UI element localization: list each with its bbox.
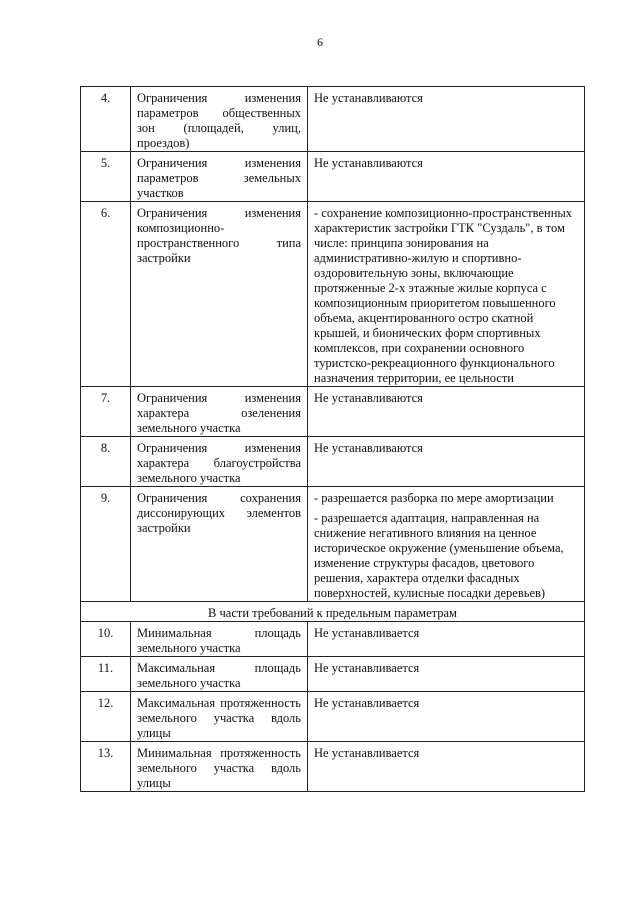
row-value — [308, 202, 585, 387]
row-value-paragraph: Не устанавливаются — [314, 91, 423, 105]
row-value-paragraph: Не устанавливаются — [314, 391, 423, 405]
table-row — [81, 202, 585, 387]
table-row — [81, 437, 585, 487]
row-value-paragraph: Не устанавливаются — [314, 441, 423, 455]
row-value-paragraph: Не устанавливается — [314, 626, 420, 640]
row-value — [308, 87, 585, 152]
row-value — [308, 692, 585, 742]
table-row — [81, 742, 585, 792]
requirements-table — [80, 86, 585, 792]
row-value — [308, 437, 585, 487]
row-value — [308, 487, 585, 602]
row-parameter: Ограничения изменения характера благоустройства земельного участка — [131, 437, 308, 487]
page-number: 6 — [317, 35, 323, 49]
row-number: 13. — [81, 742, 131, 792]
row-number: 5. — [81, 152, 131, 202]
row-value-paragraph: Не устанавливается — [314, 696, 420, 710]
table-row — [81, 657, 585, 692]
table-row — [81, 622, 585, 657]
row-parameter: Максимальная протяженность земельного участка вдоль улицы — [131, 692, 308, 742]
row-parameter: Ограничения изменения параметров общественных зон (площадей, улиц, проездов) — [131, 87, 308, 152]
table-row — [81, 692, 585, 742]
row-parameter: Минимальная площадь земельного участка — [131, 622, 308, 657]
row-number: 12. — [81, 692, 131, 742]
row-number: 7. — [81, 387, 131, 437]
table-row — [81, 152, 585, 202]
row-value-paragraph: Не устанавливаются — [314, 156, 423, 170]
row-parameter: Минимальная протяженность земельного участка вдоль улицы — [131, 742, 308, 792]
row-value-paragraph: Не устанавливается — [314, 746, 420, 760]
row-number: 11. — [81, 657, 131, 692]
row-number: 6. — [81, 202, 131, 387]
row-parameter: Ограничения изменения параметров земельных участков — [131, 152, 308, 202]
table-row — [81, 487, 585, 602]
row-value-paragraph: Не устанавливается — [314, 661, 420, 675]
row-number: 9. — [81, 487, 131, 602]
row-value — [308, 622, 585, 657]
row-parameter: Ограничения сохранения диссонирующих элементов застройки — [131, 487, 308, 602]
table-body-top — [81, 87, 585, 602]
row-value — [308, 742, 585, 792]
table-section — [81, 602, 585, 622]
row-value — [308, 657, 585, 692]
row-parameter: Ограничения изменения композиционно-пространственного типа застройки — [131, 202, 308, 387]
section-header-row — [81, 602, 585, 622]
table-body-bottom — [81, 622, 585, 792]
section-header: В части требований к предельным параметрам — [81, 602, 585, 622]
row-number: 10. — [81, 622, 131, 657]
row-value-paragraph: - разрешается адаптация, направленная на снижение негативного влияния на ценное историческое окружение (уменьшение объема, изменение структуры фасадов, цветового решения, характера отделки фасадных поверхностей, кулисные посадки деревьев) — [314, 511, 564, 600]
row-value — [308, 387, 585, 437]
row-value-paragraph: - сохранение композиционно-пространственных характеристик застройки ГТК "Суздаль", в том числе: принципа зонирования на административно-жилую и спортивно-оздоровительную зоны, включающие протяженные 2-х этажные жилые корпуса с композиционным приоритетом повышенного объема, акцентированного остро скатной крышей, и бионических форм спортивных комплексов, при сохранении основного туристско-рекреационного функционального назначения территории, ее цельности — [314, 206, 573, 385]
row-value — [308, 152, 585, 202]
row-parameter: Ограничения изменения характера озеленения земельного участка — [131, 387, 308, 437]
table-row — [81, 387, 585, 437]
table-row — [81, 87, 585, 152]
row-parameter: Максимальная площадь земельного участка — [131, 657, 308, 692]
row-value-paragraph: - разрешается разборка по мере амортизации — [314, 491, 554, 505]
row-number: 8. — [81, 437, 131, 487]
row-number: 4. — [81, 87, 131, 152]
